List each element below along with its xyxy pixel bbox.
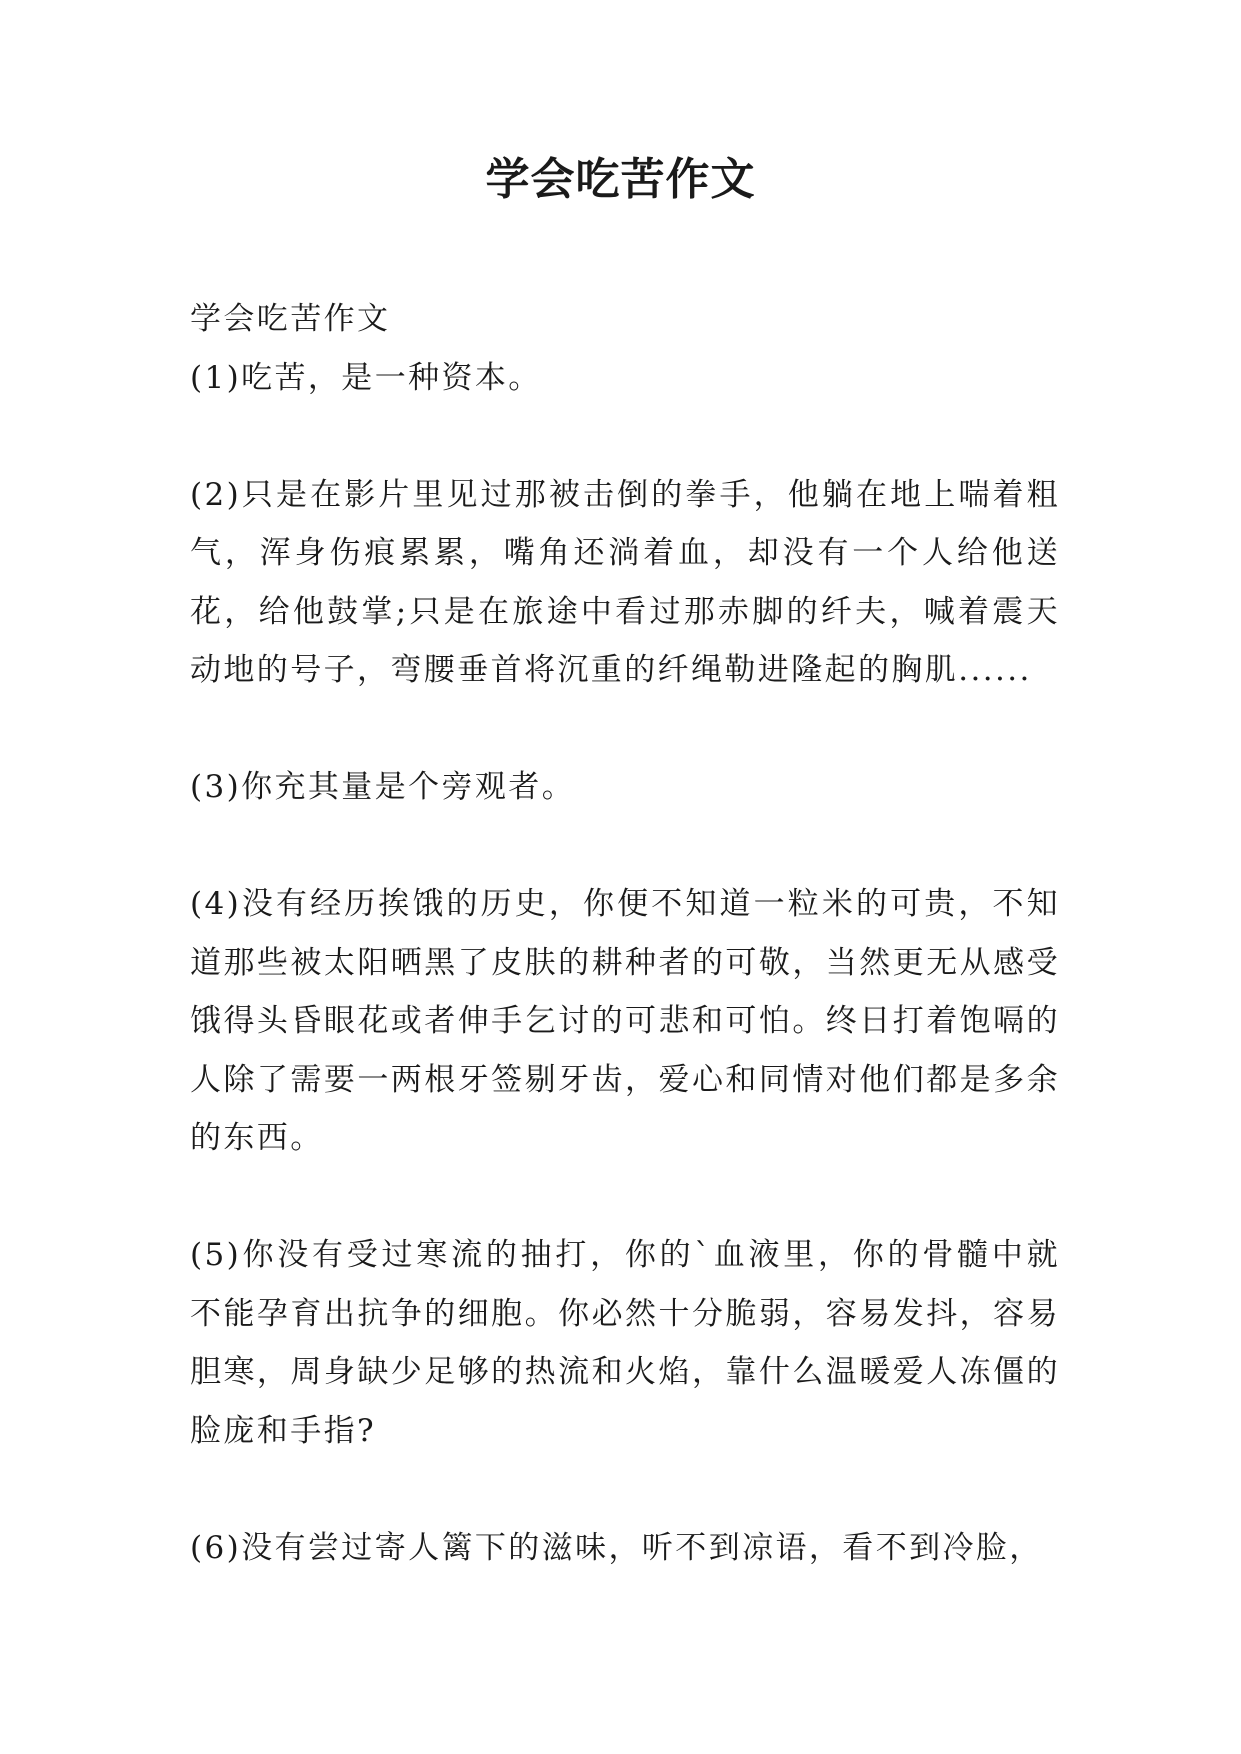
paragraph-6: (6)没有尝过寄人篱下的滋味，听不到凉语，看不到冷脸， xyxy=(190,1529,1043,1566)
document-title: 学会吃苦作文 xyxy=(485,154,756,205)
paragraph-3: (3)你充其量是个旁观者。 xyxy=(190,769,576,805)
paragraph-1: (1)吃苦，是一种资本。 xyxy=(190,359,542,396)
document-body xyxy=(190,290,1060,1636)
paragraph-4: (4)没有经历挨饿的历史，你便不知道一粒米的可贵，不知道那些被太阳晒黑了皮肤的耕种者的可敬，当然更无从感受饿得头昏眼花或者伸手乞讨的可悲和可怕。终日打着饱嗝的人除了需要一两根牙签剔牙齿，爱心和同情对他们都是多余的东西。 xyxy=(190,886,1060,1156)
paragraph-5: (5)你没有受过寒流的抽打，你的`血液里，你的骨髓中就不能孕育出抗争的细胞。你必然十分脆弱，容易发抖，容易胆寒，周身缺少足够的热流和火焰，靠什么温暖爱人冻僵的脸庞和手指? xyxy=(190,1237,1060,1449)
document-subtitle: 学会吃苦作文 xyxy=(190,301,391,337)
paragraph-2: (2)只是在影片里见过那被击倒的拳手，他躺在地上喘着粗气，浑身伤痕累累，嘴角还淌着血，却没有一个人给他送花，给他鼓掌;只是在旅途中看过那赤脚的纤夫，喊着震天动地的号子，弯腰垂首将沉重的纤绳勒进隆起的胸肌...... xyxy=(190,476,1060,688)
